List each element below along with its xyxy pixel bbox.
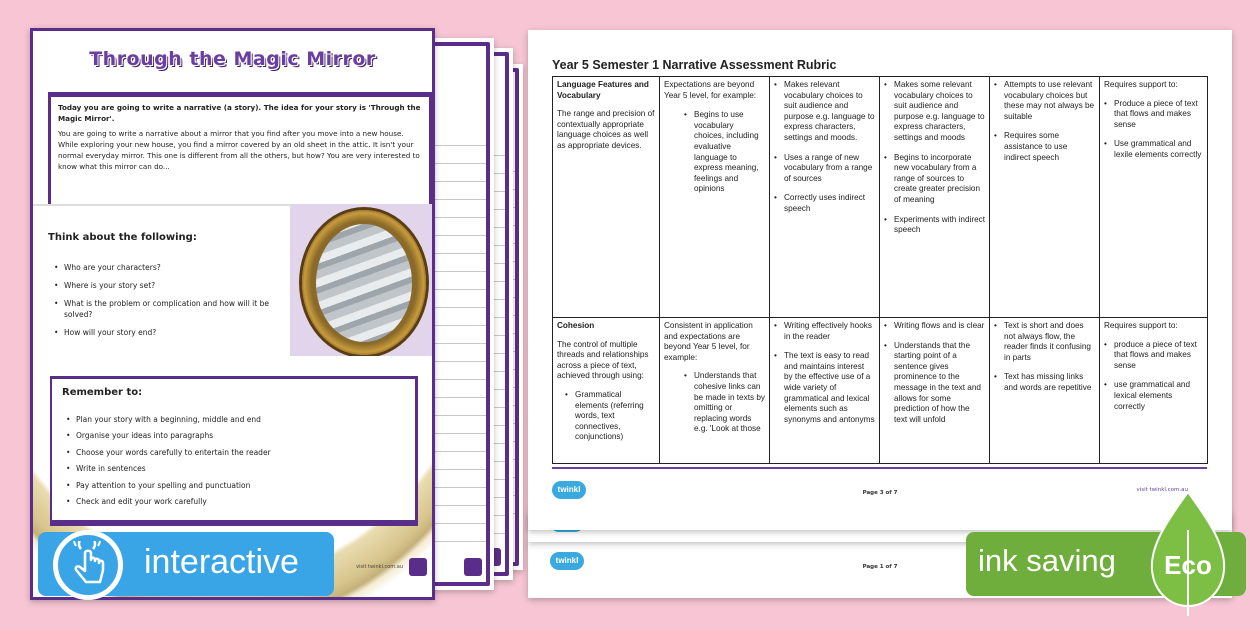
eco-label: Eco bbox=[1164, 550, 1212, 580]
cell-intro: Requires support to: bbox=[1104, 321, 1178, 330]
twinkl-badge bbox=[464, 558, 482, 576]
remember-box bbox=[50, 376, 418, 526]
cell-item: • Understands that the starting point of a sentence gives prominence to the message in the text and allows for some prediction of how the text will unfold bbox=[884, 341, 985, 426]
cell-item: • Experiments with indirect speech bbox=[884, 215, 985, 236]
remember-item: • Choose your words carefully to entertain the reader bbox=[66, 448, 271, 457]
worksheet-title: Through the Magic Mirror bbox=[89, 48, 376, 70]
magic-mirror-image bbox=[290, 204, 435, 356]
rubric-cell bbox=[880, 77, 990, 318]
criterion-cell bbox=[553, 318, 660, 464]
criterion-desc: The control of multiple threads and relationships across a piece of text, achieved through using: bbox=[557, 339, 649, 381]
intro-box bbox=[48, 92, 432, 214]
cell-item: • Grammatical elements (referring words, text connectives, conjunctions) bbox=[565, 390, 655, 443]
remember-list bbox=[66, 415, 271, 513]
remember-item: • Plan your story with a beginning, middle and end bbox=[66, 415, 271, 424]
think-item: • What is the problem or complication and how will it be solved? bbox=[54, 298, 294, 320]
cell-intro: Expectations are beyond Year 5 level, for example: bbox=[664, 80, 757, 100]
cell-item: • Uses a range of new vocabulary from a range of sources bbox=[774, 153, 875, 185]
criterion-desc: The range and precision of contextually appropriate language choices as well as appropriate devices. bbox=[557, 109, 655, 150]
table-row bbox=[553, 77, 1208, 318]
rubric-front-page bbox=[528, 30, 1232, 530]
interactive-label: interactive bbox=[144, 543, 299, 581]
remember-item: • Write in sentences bbox=[66, 464, 271, 473]
footer-divider bbox=[552, 467, 1207, 469]
rubric-cell bbox=[990, 318, 1100, 464]
intro-paragraph-2: You are going to write a narrative about a mirror that you find after you move into a new house. While exploring your new house, you find a mirror covered by an old sheet in the attic. It isn't your normal everyday mirror. This one is different from all the others, but how? You are very interested to know what this mirror can do... bbox=[58, 129, 420, 171]
cell-item: • Writing effectively hooks in the reader bbox=[774, 321, 875, 342]
rubric-cell bbox=[1100, 318, 1208, 464]
cell-item: • Text is short and does not always flow, the reader finds it confusing in parts bbox=[994, 321, 1095, 363]
think-list bbox=[54, 262, 294, 345]
twinkl-logo: twinkl bbox=[552, 481, 586, 499]
cell-item: • Writing flows and is clear bbox=[884, 321, 985, 332]
rubric-cell bbox=[660, 318, 770, 464]
page-number: Page 3 of 7 bbox=[862, 490, 898, 496]
worksheet-footer-url: visit twinkl.com.au bbox=[356, 564, 403, 570]
rubric-cell bbox=[770, 318, 880, 464]
mirror-glass bbox=[316, 224, 412, 342]
cell-item: • Text has missing links and words are repetitive bbox=[994, 372, 1095, 393]
cell-item: • Understands that cohesive links can be made in texts by omitting or replacing words e.g. 'Look at those bbox=[684, 371, 765, 435]
remember-item: • Check and edit your work carefully bbox=[66, 497, 271, 506]
rubric-cell bbox=[770, 77, 880, 318]
cell-item: • Produce a piece of text that flows and makes sense bbox=[1104, 99, 1203, 131]
cell-item: • produce a piece of text that flows and makes sense bbox=[1104, 340, 1203, 372]
interactive-banner bbox=[38, 532, 334, 596]
rubric-cell bbox=[880, 318, 990, 464]
cell-item: • use grammatical and lexical elements correctly bbox=[1104, 380, 1203, 412]
tap-hand-icon bbox=[53, 530, 123, 600]
think-item: • How will your story end? bbox=[54, 327, 294, 338]
page-border bbox=[426, 42, 490, 586]
cell-item: • Requires some assistance to use indirect speech bbox=[994, 131, 1095, 163]
intro-paragraph-1: Today you are going to write a narrative (a story). The idea for your story is 'Through the Magic Mirror'. bbox=[58, 103, 421, 123]
criterion-title: Language Features and Vocabulary bbox=[557, 80, 649, 100]
cell-item: • Attempts to use relevant vocabulary choices but these may not always be suitable bbox=[994, 80, 1095, 122]
worksheet-front-page bbox=[30, 28, 435, 600]
back-page-number: Page 1 of 7 bbox=[862, 564, 898, 570]
rubric-cell bbox=[990, 77, 1100, 318]
rubric-cell bbox=[660, 77, 770, 318]
leaf-icon bbox=[1148, 490, 1228, 618]
think-item: • Where is your story set? bbox=[54, 280, 294, 291]
cell-item: • Use grammatical and lexile elements correctly bbox=[1104, 139, 1203, 160]
cell-item: • Begins to use vocabulary choices, including evaluative language to express meaning, feelings and opinions bbox=[684, 110, 765, 195]
cell-item: • Makes some relevant vocabulary choices to suit audience and purpose e.g. language to express characters, settings and moods bbox=[884, 80, 985, 144]
cell-intro: Requires support to: bbox=[1104, 80, 1178, 89]
rubric-table bbox=[552, 76, 1208, 464]
think-item: • Who are your characters? bbox=[54, 262, 294, 273]
rubric-title: Year 5 Semester 1 Narrative Assessment Rubric bbox=[552, 58, 837, 72]
ink-saving-label: ink saving bbox=[978, 543, 1116, 578]
cell-item: • Makes relevant vocabulary choices to suit audience and purpose e.g. language to express characters, settings and moods. bbox=[774, 80, 875, 144]
cell-item: • Begins to incorporate new vocabulary from a range of sources to create greater precision of meaning bbox=[884, 153, 985, 206]
criterion-cell bbox=[553, 77, 660, 318]
cell-item: • Correctly uses indirect speech bbox=[774, 193, 875, 214]
table-row bbox=[553, 318, 1208, 464]
remember-item: • Organise your ideas into paragraphs bbox=[66, 431, 271, 440]
cell-item: • The text is easy to read and maintains interest by the effective use of a wide variety of grammatical and lexical elements such as synonyms and antonyms bbox=[774, 351, 875, 425]
rubric-cell bbox=[1100, 77, 1208, 318]
think-title: Think about the following: bbox=[48, 232, 197, 243]
twinkl-logo: twinkl bbox=[550, 552, 584, 570]
criterion-title: Cohesion bbox=[557, 321, 595, 330]
remember-item: • Pay attention to your spelling and punctuation bbox=[66, 481, 271, 490]
cell-intro: Consistent in application and expectations are beyond Year 5 level, for example: bbox=[664, 321, 753, 362]
footer-url: visit twinkl.com.au bbox=[1136, 487, 1188, 493]
remember-title: Remember to: bbox=[62, 387, 143, 398]
twinkl-badge bbox=[409, 558, 427, 576]
